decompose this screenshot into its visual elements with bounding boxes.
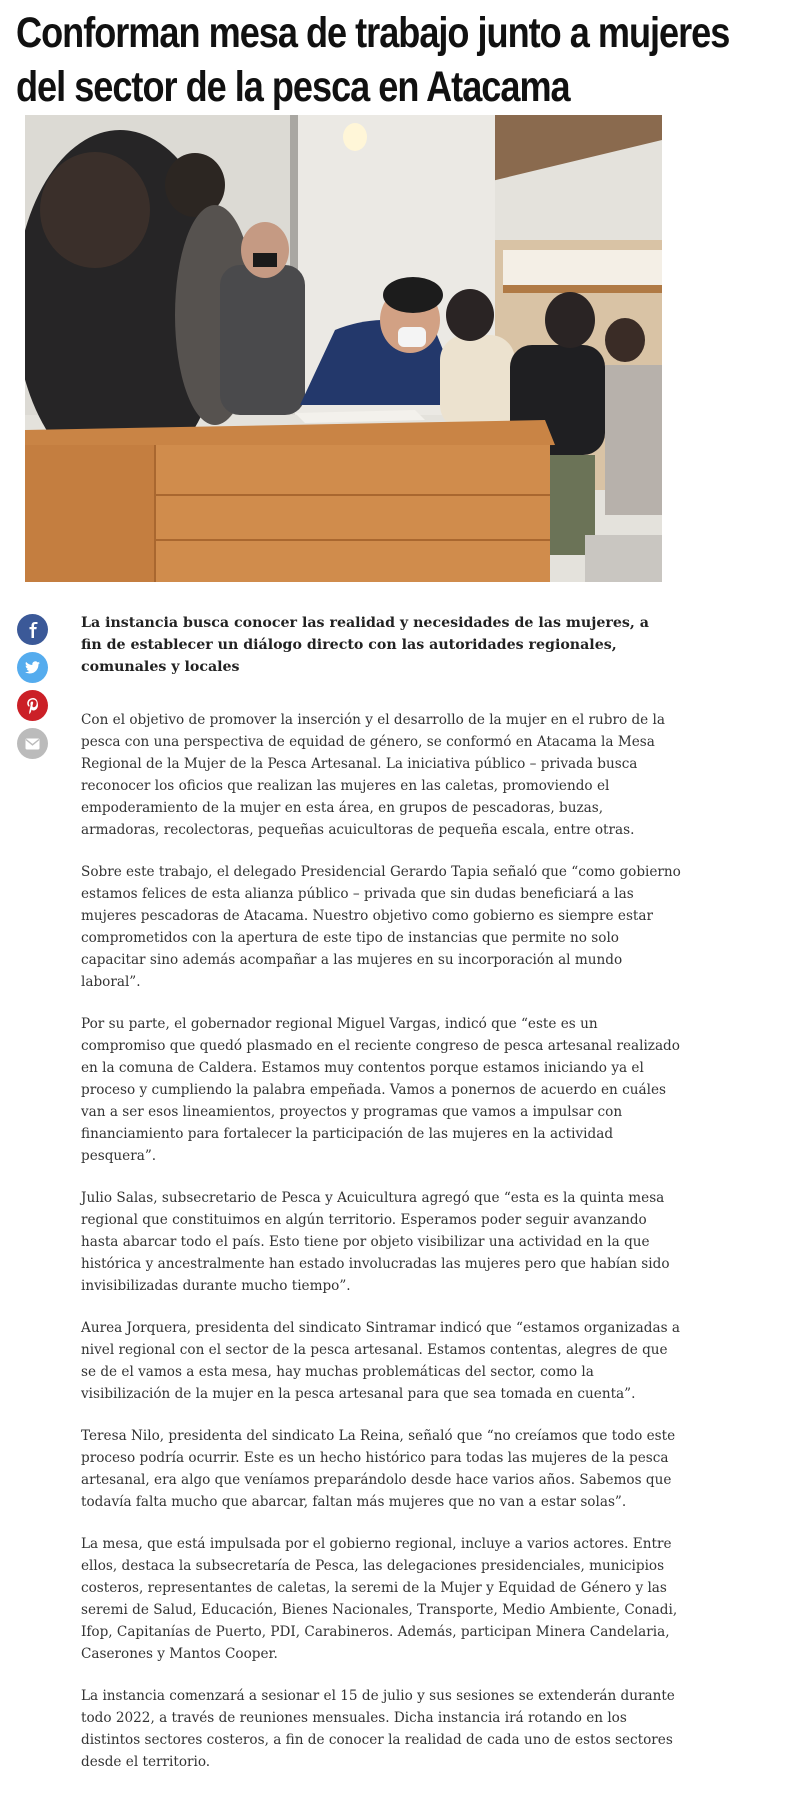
article-body [81, 709, 681, 1793]
body-paragraph-4: Julio Salas, subsecretario de Pesca y Acuicultura agregó que “esta es la quinta mesa regional que constituimos en algún territorio. Esperamos poder seguir avanzando hasta abarcar todo el país. Esto tiene por objeto visibilizar una actividad en la que histórica y ancestralmente han estado involucradas las mujeres pero que habían sido invisibilizadas durante mucho tiempo”. [81, 1190, 670, 1294]
body-paragraph-6: Teresa Nilo, presidenta del sindicato La Reina, señaló que “no creíamos que todo este proceso podría ocurrir. Este es un hecho histórico para todas las mujeres de la pesca artesanal, era algo que veníamos preparándolo desde hace varios años. Sabemos que todavía falta mucho que abarcar, faltan más mujeres que no van a estar solas”. [81, 1428, 676, 1510]
article-photo [25, 115, 662, 582]
title-line-1: Conforman mesa de trabajo junto a mujeres [16, 9, 730, 57]
email-share-button[interactable] [17, 728, 48, 759]
email-icon [25, 738, 40, 750]
body-paragraph-8: La instancia comenzará a sesionar el 15 de julio y sus sesiones se extenderán durante todo 2022, a través de reuniones mensuales. Dicha instancia irá rotando en los distintos sectores costeros, a fin de conocer la realidad de cada uno de estos sectores desde el territorio. [81, 1688, 675, 1770]
pinterest-share-button[interactable] [17, 690, 48, 721]
facebook-icon [26, 622, 40, 638]
body-paragraph-7: La mesa, que está impulsada por el gobierno regional, incluye a varios actores. Entre ellos, destaca la subsecretaría de Pesca, las delegaciones presidenciales, municipios costeros, representantes de caletas, la seremi de la Mujer y Equidad de Género y las seremi de Salud, Educación, Bienes Nacionales, Transporte, Medio Ambiente, Conadi, Ifop, Capitanías de Puerto, PDI, Carabineros. Además, participan Minera Candelaria, Caserones y Mantos Cooper. [81, 1536, 678, 1662]
twitter-share-button[interactable] [17, 652, 48, 683]
pinterest-icon [26, 698, 40, 714]
body-paragraph-1: Con el objetivo de promover la inserción y el desarrollo de la mujer en el rubro de la pesca con una perspectiva de equidad de género, se conformó en Atacama la Mesa Regional de la Mujer de la Pesca Artesanal. La iniciativa público – privada busca reconocer los oficios que realizan las mujeres en las caletas, promoviendo el empoderamiento de la mujer en esta área, en grupos de pescadoras, buzas, armadoras, recolectoras, pequeñas acuicultoras de pequeña escala, entre otras. [81, 712, 666, 838]
share-bar [17, 614, 49, 766]
body-paragraph-2: Sobre este trabajo, el delegado Presidencial Gerardo Tapia señaló que “como gobierno estamos felices de esta alianza público – privada que sin dudas beneficiará a las mujeres pescadoras de Atacama. Nuestro objetivo como gobierno es siempre estar comprometidos con la apertura de este tipo de instancias que permite no solo capacitar sino además acompañar a las mujeres en su incorporación al mundo laboral”. [81, 864, 681, 990]
title-line-2: del sector de la pesca en Atacama [16, 63, 570, 111]
twitter-icon [25, 661, 40, 674]
photo-illustration [25, 115, 662, 582]
article-title [16, 6, 730, 114]
body-paragraph-5: Aurea Jorquera, presidenta del sindicato Sintramar indicó que “estamos organizadas a nivel regional con el sector de la pesca artesanal. Estamos contentas, alegres de que se de el vamos a esta mesa, hay muchas problemáticas del sector, como la visibilización de la mujer en la pesca artesanal para que sea tomada en cuenta”. [81, 1320, 680, 1402]
article-lead: La instancia busca conocer las realidad y necesidades de las mujeres, a fin de establecer un diálogo directo con las autoridades regionales, comunales y locales [81, 615, 649, 675]
facebook-share-button[interactable] [17, 614, 48, 645]
body-paragraph-3: Por su parte, el gobernador regional Miguel Vargas, indicó que “este es un compromiso que quedó plasmado en el reciente congreso de pesca artesanal realizado en la comuna de Caldera. Estamos muy contentos porque estamos iniciando ya el proceso y cumpliendo la palabra empeñada. Vamos a ponernos de acuerdo en cuáles van a ser esos lineamientos, proyectos y programas que vamos a impulsar con financiamiento para fortalecer la participación de las mujeres en la actividad pesquera”. [81, 1016, 680, 1164]
